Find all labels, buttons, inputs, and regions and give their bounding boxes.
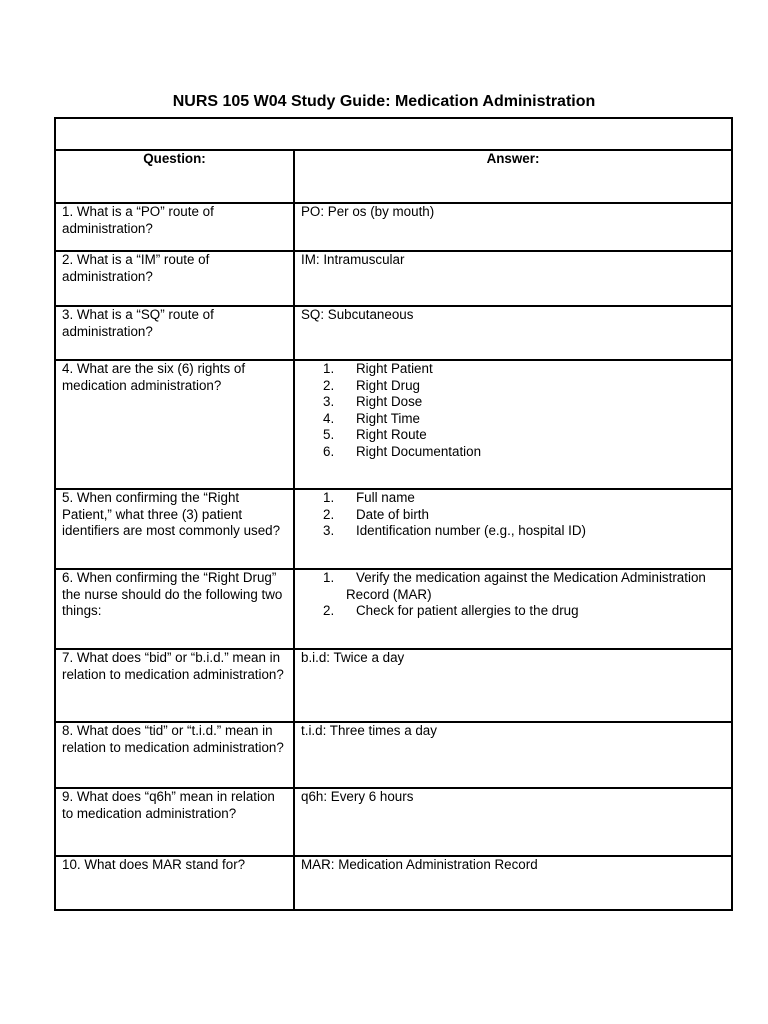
question-cell: 7. What does “bid” or “b.i.d.” mean in relation to medication administration? (55, 649, 294, 722)
answer-cell: IM: Intramuscular (294, 251, 732, 306)
answer-cell: q6h: Every 6 hours (294, 788, 732, 856)
table-row (55, 306, 732, 360)
table-row (55, 360, 732, 489)
list-item: 6. Right Documentation (323, 443, 482, 459)
page-title: NURS 105 W04 Study Guide: Medication Administration (172, 93, 596, 110)
table-row (55, 856, 732, 910)
question-cell: 6. When confirming the “Right Drug” the nurse should do the following two things: (55, 569, 294, 649)
question-cell: 2. What is a “IM” route of administration? (55, 251, 294, 306)
list-item: 1. Full name (323, 490, 415, 505)
question-header: Question: (55, 150, 294, 203)
answer-cell (294, 489, 732, 569)
answer-cell (294, 360, 732, 489)
table-row (55, 649, 732, 722)
list-item: 3. Right Dose (323, 394, 423, 409)
blank-cell (55, 118, 732, 150)
column-header-row (55, 150, 732, 203)
blank-header-row (55, 118, 732, 150)
list-item: 5. Right Route (323, 427, 427, 442)
question-cell: 3. What is a “SQ” route of administration? (55, 306, 294, 360)
answer-list (301, 361, 725, 460)
list-item: 4. Right Time (323, 410, 420, 426)
answer-cell: t.i.d: Three times a day (294, 722, 732, 788)
answer-cell: MAR: Medication Administration Record (294, 856, 732, 910)
answer-cell: PO: Per os (by mouth) (294, 203, 732, 251)
list-item: 2. Date of birth (323, 506, 429, 522)
table-row (55, 489, 732, 569)
table-row (55, 569, 732, 649)
list-item: 1. Right Patient (323, 361, 433, 376)
answer-cell: SQ: Subcutaneous (294, 306, 732, 360)
question-cell: 8. What does “tid” or “t.i.d.” mean in relation to medication administration? (55, 722, 294, 788)
table-row (55, 251, 732, 306)
study-guide-table (54, 117, 733, 911)
question-cell: 1. What is a “PO” route of administration? (55, 203, 294, 251)
list-item: 3. Identification number (e.g., hospital ID) (323, 523, 586, 538)
list-item: 2. Right Drug (323, 377, 421, 393)
answer-list (301, 490, 725, 540)
question-cell: 5. When confirming the “Right Patient,” what three (3) patient identifiers are most commonly used? (55, 489, 294, 569)
question-cell: 10. What does MAR stand for? (55, 856, 294, 910)
list-item: 1. Verify the medication against the Medication Administration Record (MAR) (323, 570, 706, 602)
answer-list (301, 570, 725, 620)
table-row (55, 788, 732, 856)
answer-header: Answer: (294, 150, 732, 203)
question-cell: 9. What does “q6h” mean in relation to medication administration? (55, 788, 294, 856)
answer-cell: b.i.d: Twice a day (294, 649, 732, 722)
answer-cell (294, 569, 732, 649)
question-cell: 4. What are the six (6) rights of medication administration? (55, 360, 294, 489)
list-item: 2. Check for patient allergies to the drug (323, 603, 579, 618)
table-row (55, 722, 732, 788)
table-row (55, 203, 732, 251)
